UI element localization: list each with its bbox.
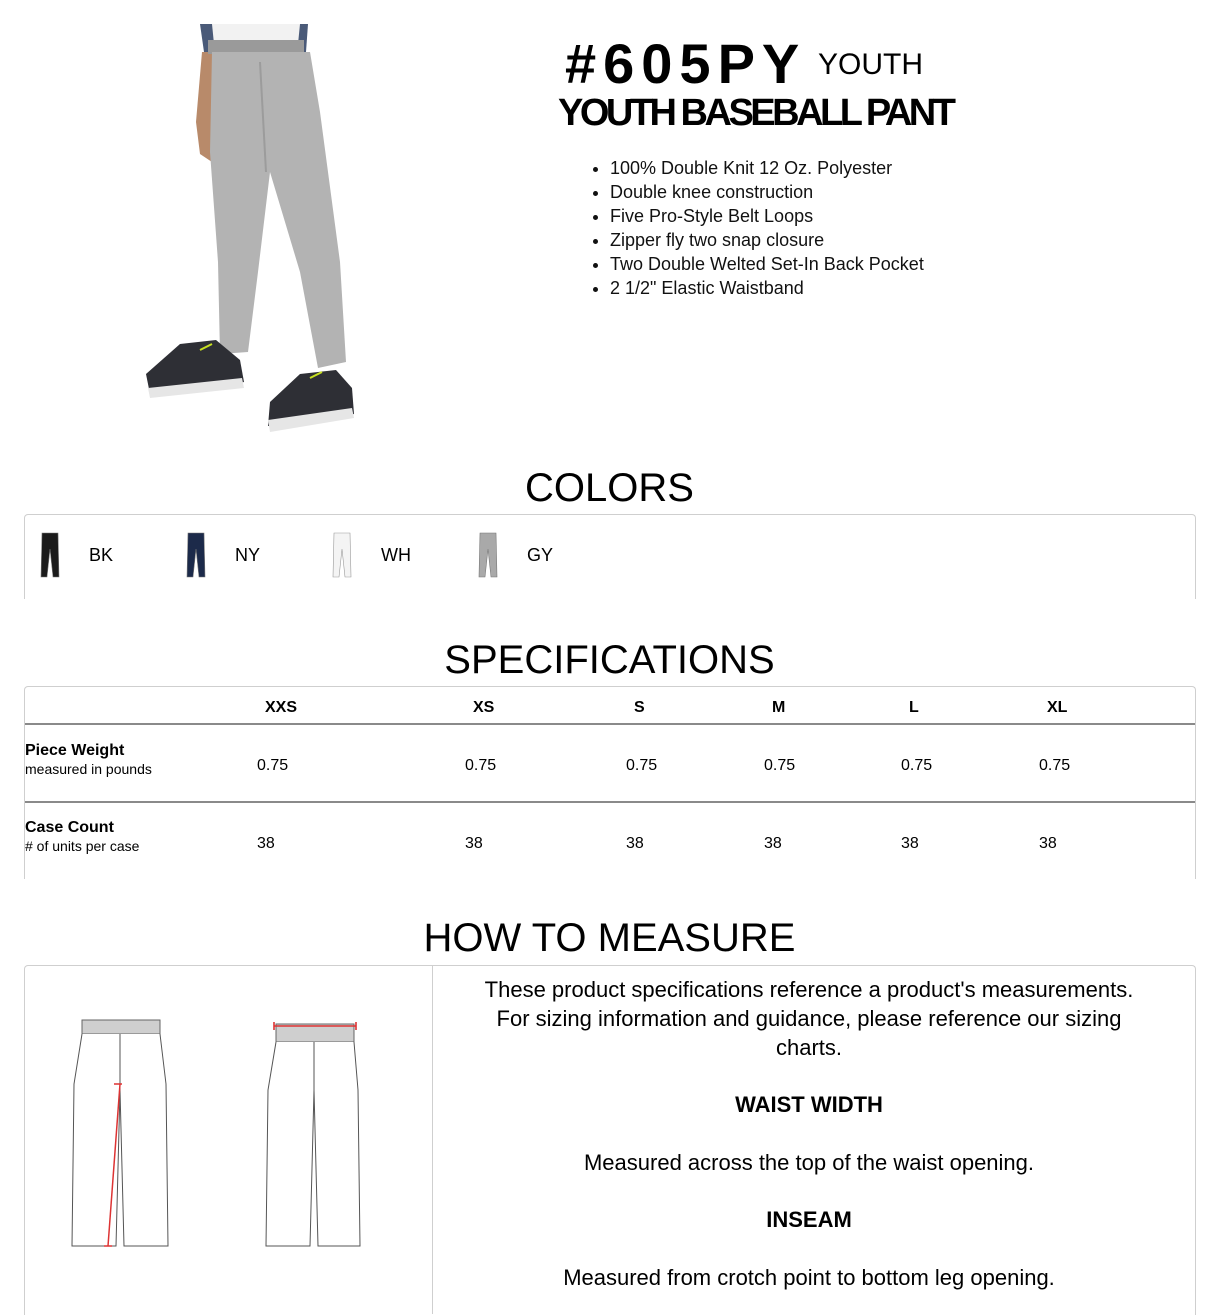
- color-swatch-gy[interactable]: [467, 531, 607, 583]
- table-divider: [25, 723, 1195, 725]
- color-code: NY: [235, 545, 261, 565]
- feature-item: • Double knee construction: [610, 180, 924, 204]
- size-header: XL: [1047, 699, 1068, 716]
- table-cell: 0.75: [1039, 757, 1071, 774]
- row-label: Case Count: [25, 819, 114, 836]
- specifications-heading: SPECIFICATIONS: [444, 638, 775, 682]
- pant-swatch-icon: [185, 531, 207, 579]
- pant-swatch-icon: [477, 531, 499, 579]
- size-header: XXS: [265, 699, 298, 716]
- table-cell: 0.75: [257, 757, 289, 774]
- inseam-heading: INSEAM: [766, 1207, 852, 1232]
- color-swatch-ny[interactable]: [175, 531, 315, 583]
- table-cell: 0.75: [465, 757, 497, 774]
- color-swatch-bk[interactable]: [29, 531, 169, 583]
- feature-item: • 100% Double Knit 12 Oz. Polyester: [610, 156, 924, 180]
- product-code: #605PY: [565, 32, 807, 95]
- pant-swatch-icon: [39, 531, 61, 579]
- panel-divider: [432, 965, 433, 1314]
- table-cell: 0.75: [626, 757, 658, 774]
- pant-swatch-icon: [331, 531, 353, 579]
- specifications-table: [24, 686, 1196, 879]
- inseam-text: Measured from crotch point to bottom leg opening.: [563, 1265, 1055, 1290]
- measure-heading: HOW TO MEASURE: [423, 916, 796, 960]
- feature-item: • 2 1/2" Elastic Waistband: [610, 276, 924, 300]
- feature-item: • Two Double Welted Set-In Back Pocket: [610, 252, 924, 276]
- colors-heading: COLORS: [525, 466, 694, 510]
- measure-intro: These product specifications reference a product's measurements. For sizing information and guidance, please reference our sizing charts.: [484, 977, 1134, 1060]
- table-cell: 38: [257, 835, 275, 852]
- inseam-diagram: [60, 1010, 180, 1250]
- waist-width-text: Measured across the top of the waist opening.: [583, 1150, 1035, 1175]
- colors-panel: [24, 514, 1196, 599]
- table-cell: 38: [626, 835, 644, 852]
- product-level: YOUTH: [818, 48, 923, 81]
- table-cell: 0.75: [764, 757, 796, 774]
- row-sublabel: measured in pounds: [25, 761, 152, 777]
- feature-list: [592, 156, 924, 300]
- row-sublabel: # of units per case: [25, 838, 140, 854]
- product-photo: [140, 22, 360, 442]
- feature-item: • Five Pro-Style Belt Loops: [610, 204, 924, 228]
- table-cell: 38: [465, 835, 483, 852]
- color-code: GY: [527, 545, 554, 565]
- product-title: YOUTH BASEBALL PANT: [558, 92, 953, 134]
- table-divider: [25, 801, 1195, 803]
- size-header: M: [772, 699, 786, 716]
- measure-description: [466, 975, 1152, 1292]
- size-header: XS: [473, 699, 495, 716]
- row-label: Piece Weight: [25, 742, 125, 759]
- table-cell: 0.75: [901, 757, 933, 774]
- size-header: L: [909, 699, 919, 716]
- color-code: BK: [89, 545, 114, 565]
- color-code: WH: [381, 545, 411, 565]
- color-swatch-wh[interactable]: [321, 531, 461, 583]
- waist-width-heading: WAIST WIDTH: [735, 1092, 883, 1117]
- table-cell: 38: [901, 835, 919, 852]
- waist-diagram: [254, 1010, 374, 1250]
- table-cell: 38: [1039, 835, 1057, 852]
- size-header: S: [634, 699, 645, 716]
- feature-item: • Zipper fly two snap closure: [610, 228, 924, 252]
- table-cell: 38: [764, 835, 782, 852]
